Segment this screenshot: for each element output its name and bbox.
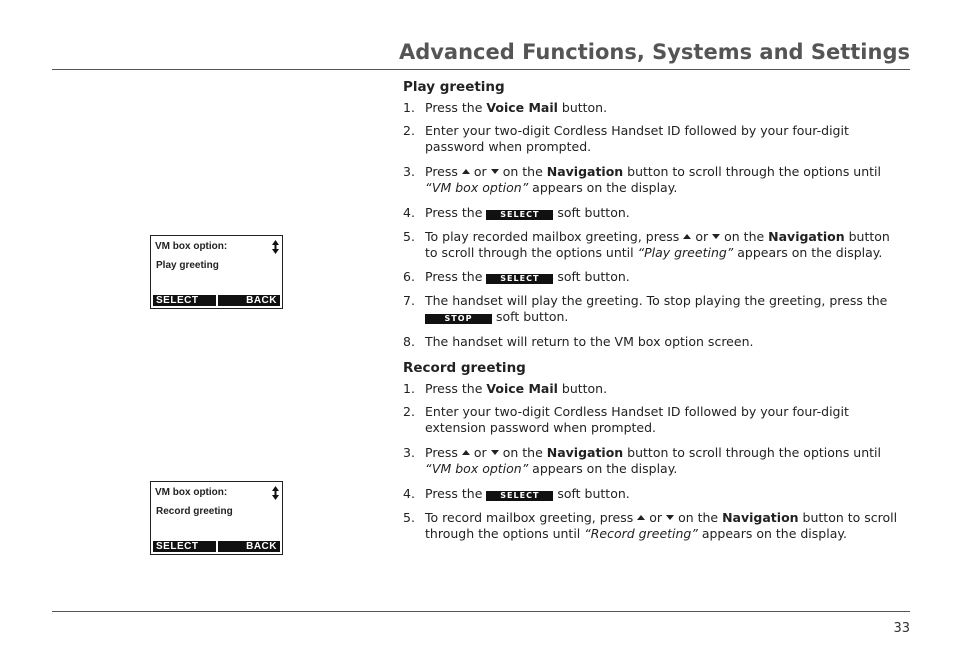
step-text: The handset will play the greeting. To stop playing the greeting, press the [425, 293, 888, 308]
step-text: Press [425, 164, 458, 179]
step-number: 3. [403, 164, 415, 179]
list-item [403, 205, 903, 221]
step-text: button. [557, 100, 608, 115]
step-text: or [473, 164, 487, 179]
step-number: 5. [403, 510, 415, 525]
voice-mail-label: Voice Mail [486, 381, 558, 396]
up-arrow-icon [462, 450, 470, 455]
step-number: 1. [403, 381, 415, 396]
page-number: 33 [893, 621, 910, 636]
list-item [403, 229, 903, 261]
down-arrow-icon [491, 450, 499, 455]
play-greeting-steps [403, 100, 903, 350]
step-text: or [473, 445, 487, 460]
list-item [403, 404, 903, 436]
step-number: 4. [403, 205, 415, 220]
step-text: soft button. [492, 309, 569, 324]
list-item [403, 445, 903, 477]
step-text: button to scroll through the options until [425, 510, 898, 541]
list-item [403, 269, 903, 285]
record-greeting-steps [403, 381, 903, 542]
step-text: Press [425, 445, 458, 460]
step-text: soft button. [553, 205, 630, 220]
list-item [403, 293, 903, 325]
display-line-1: VM box option: [155, 241, 228, 252]
down-arrow-icon [666, 515, 674, 520]
handset-display-play-greeting [150, 235, 283, 309]
step-text: on the [724, 229, 769, 244]
step-number: 6. [403, 269, 415, 284]
display-text: “VM box option” [425, 461, 529, 476]
up-arrow-icon [462, 169, 470, 174]
step-text: on the [502, 445, 547, 460]
section-heading-play-greeting: Play greeting [403, 79, 505, 95]
stop-soft-button: STOP [425, 314, 492, 324]
step-text: To record mailbox greeting, press [425, 510, 634, 525]
step-text: Press the [425, 486, 487, 501]
step-number: 4. [403, 486, 415, 501]
navigation-label: Navigation [546, 164, 624, 179]
step-text: soft button. [553, 486, 630, 501]
handset-display-record-greeting [150, 481, 283, 555]
step-text: The handset will return to the VM box option screen. [425, 334, 754, 349]
instructions-column [403, 79, 903, 542]
list-item [403, 123, 903, 155]
down-arrow-icon [491, 169, 499, 174]
step-text: Press the [425, 205, 487, 220]
step-text: button to scroll through the options until [623, 445, 881, 460]
section-heading-record-greeting: Record greeting [403, 360, 526, 376]
display-text: “Play greeting” [637, 245, 734, 260]
select-soft-button: SELECT [486, 491, 553, 501]
step-text: or [695, 229, 709, 244]
select-softkey-label: SELECT [153, 541, 216, 552]
select-soft-button: SELECT [486, 274, 553, 284]
step-text: on the [502, 164, 547, 179]
step-number: 8. [403, 334, 415, 349]
up-down-nav-icon [272, 240, 279, 254]
step-text: appears on the display. [733, 245, 883, 260]
back-softkey-label: BACK [218, 541, 281, 552]
step-number: 1. [403, 100, 415, 115]
list-item [403, 100, 903, 116]
step-text: Press the [425, 100, 487, 115]
display-text: “Record greeting” [584, 526, 698, 541]
step-number: 7. [403, 293, 415, 308]
step-number: 2. [403, 123, 415, 138]
list-item [403, 334, 903, 350]
list-item [403, 164, 903, 196]
step-text: or [649, 510, 663, 525]
navigation-label: Navigation [768, 229, 845, 244]
list-item [403, 381, 903, 397]
step-text: appears on the display. [528, 180, 678, 195]
step-number: 2. [403, 404, 415, 419]
step-text: appears on the display. [528, 461, 678, 476]
step-text: soft button. [553, 269, 630, 284]
display-text: “VM box option” [425, 180, 529, 195]
page-header-title: Advanced Functions, Systems and Settings [398, 40, 910, 64]
step-text: Enter your two-digit Cordless Handset ID followed by your four-digit password when prompted. [425, 123, 849, 154]
step-text: on the [678, 510, 723, 525]
navigation-label: Navigation [722, 510, 799, 525]
step-text: appears on the display. [697, 526, 847, 541]
select-soft-button: SELECT [486, 210, 553, 220]
step-text: Press the [425, 381, 487, 396]
up-arrow-icon [683, 234, 691, 239]
step-number: 5. [403, 229, 415, 244]
display-line-1: VM box option: [155, 487, 228, 498]
list-item [403, 510, 903, 542]
select-softkey-label: SELECT [153, 295, 216, 306]
list-item [403, 486, 903, 502]
up-down-nav-icon [272, 486, 279, 500]
display-line-2: Play greeting [156, 260, 219, 271]
voice-mail-label: Voice Mail [486, 100, 558, 115]
navigation-label: Navigation [546, 445, 624, 460]
up-arrow-icon [637, 515, 645, 520]
step-text: Press the [425, 269, 487, 284]
header-rule [52, 69, 910, 70]
step-text: Enter your two-digit Cordless Handset ID followed by your four-digit extension password when prompted. [425, 404, 849, 435]
down-arrow-icon [712, 234, 720, 239]
footer-rule [52, 611, 910, 612]
step-text: button. [557, 381, 608, 396]
display-line-2: Record greeting [156, 506, 233, 517]
step-text: button to scroll through the options until [425, 229, 890, 260]
back-softkey-label: BACK [218, 295, 281, 306]
step-number: 3. [403, 445, 415, 460]
step-text: button to scroll through the options until [623, 164, 881, 179]
step-text: To play recorded mailbox greeting, press [425, 229, 680, 244]
